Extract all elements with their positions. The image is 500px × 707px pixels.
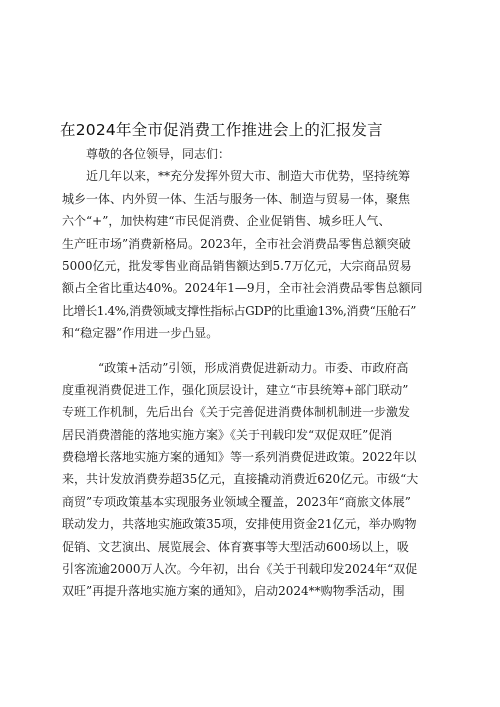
- paragraph-1-line: 六个“+”，加快构建“市民促消费、企业促销售、城乡旺人气、: [62, 214, 391, 229]
- paragraph-2-line: 专班工作机制，先后出台《关于完善促进消费体制机制进一步激发: [62, 405, 411, 420]
- paragraph-2-line: 费稳增长落地实施方案的通知》等一系列消费促进政策。2022年以: [62, 450, 417, 465]
- paragraph-1-line: 和“稳定器”作用进一步凸显。: [62, 326, 219, 341]
- paragraph-2-line: 商贸”专项政策基本实现服务业领域全覆盖，2023年“商旅文体展”: [62, 494, 411, 509]
- paragraph-2-line: 来，共计发放消费券超35亿元，直接撬动消费近620亿元。市级“大: [62, 472, 419, 487]
- paragraph-2-line: 引客流逾2000万人次。今年初，出台《关于刊载印发2024年“双促: [62, 562, 418, 577]
- paragraph-gap: [62, 345, 446, 357]
- salutation: 尊敬的各位领导，同志们：: [86, 147, 231, 161]
- paragraph-1-line: 城乡一体、内外贸一体、生活与服务一体、制造与贸易一体，聚焦: [62, 191, 411, 206]
- paragraph-2-line: 联动发力，共落地实施政策35项，安排使用资金21亿元，举办购物: [62, 517, 417, 532]
- paragraph-1-line: 生产旺市场”消费新格局。2023年，全市社会消费品零售总额突破: [62, 236, 411, 251]
- paragraph-1-line: 5000亿元，批发零售业商品销售额达到5.7万亿元，大宗商品贸易: [62, 258, 412, 273]
- document-title: 在2024年全市促消费工作推进会上的汇报发言: [60, 121, 383, 139]
- document-body: [62, 143, 446, 603]
- paragraph-2-line: 居民消费潜能的落地实施方案》《关于刊载印发“双促双旺”促消: [62, 427, 393, 442]
- paragraph-1-line: 比增长1.4%,消费领域支撑性指标占GDP的比重逾13%,消费“压舱石”: [62, 303, 416, 318]
- paragraph-2-line: 双旺”再提升落地实施方案的通知》，启动2024**购物季活动，围: [62, 584, 405, 599]
- paragraph-2-line: 度重视消费促进工作，强化顶层设计，建立“市县统筹+部门联动”: [62, 382, 409, 397]
- paragraph-2-line: 促销、文艺演出、展览展会、体育赛事等大型活动600场以上，吸: [62, 539, 409, 554]
- paragraph-1-line: 近几年以来，**充分发挥外贸大市、制造大市优势，坚持统筹: [86, 169, 411, 184]
- paragraph-1-line: 额占全省比重达40%。2024年1—9月，全市社会消费品零售总额同: [62, 281, 423, 296]
- paragraph-2-line: “政策+活动”引领，形成消费促进新动力。市委、市政府高: [98, 360, 409, 375]
